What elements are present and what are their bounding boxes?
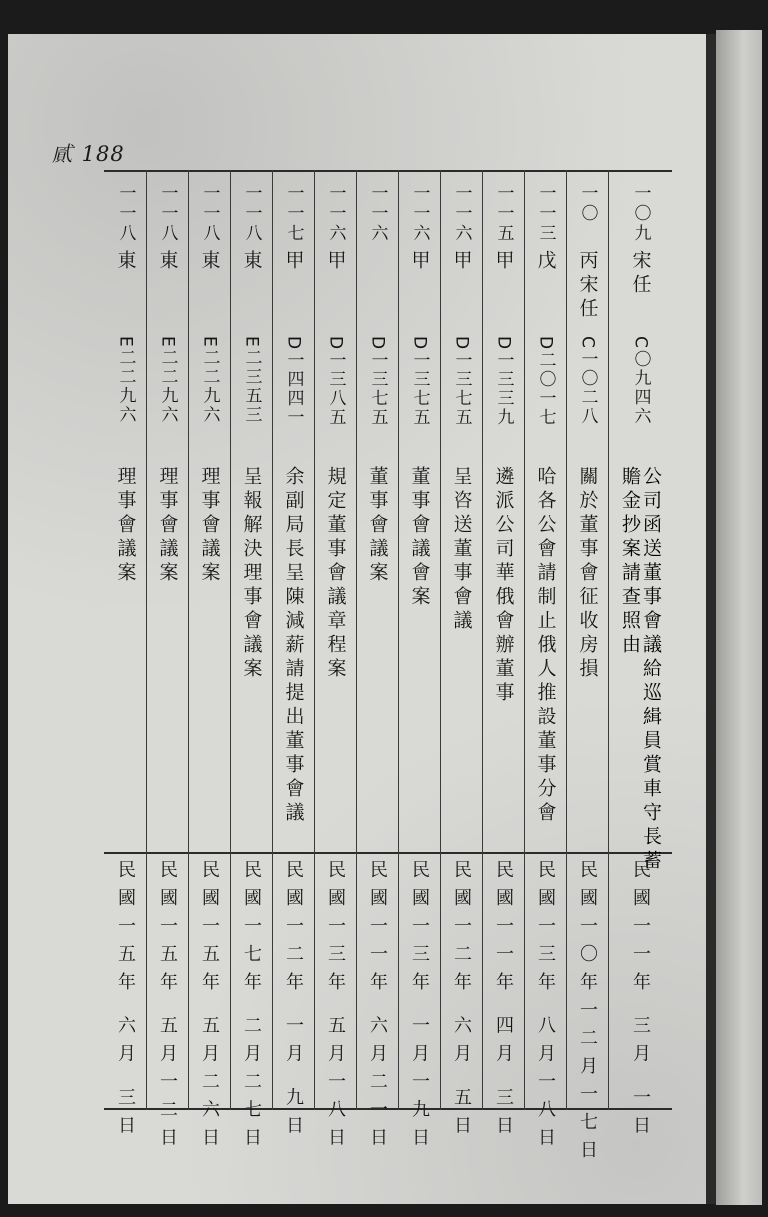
subject-text: 理事會議案 (198, 466, 221, 586)
seq-number: 一一六 (451, 184, 472, 244)
clerk-mark: 宋任 (629, 250, 652, 298)
record-column (104, 170, 146, 1144)
clerk-mark: 甲 (492, 250, 515, 274)
file-code: D一三七五 (409, 336, 430, 428)
record-date: 民國一七年 二月二七日 (241, 860, 262, 1156)
seq-number: 一一八 (157, 184, 178, 244)
seq-number: 一一八 (199, 184, 220, 244)
seq-number: 一一三 (535, 184, 556, 244)
record-column (146, 170, 188, 1156)
file-code: C〇九四六 (630, 336, 651, 426)
subject-text: 遴派公司華俄會辦董事 (492, 466, 515, 706)
record-column (608, 170, 672, 1144)
subject-text: 規定董事會議章程案 (324, 466, 347, 682)
record-date: 民國一五年 五月一二日 (157, 860, 178, 1156)
file-code: E二二九六 (157, 336, 178, 425)
subject-text: 呈咨送董事會議 (450, 466, 473, 634)
record-column (356, 170, 398, 1156)
record-column (524, 170, 566, 1156)
subject-text (608, 466, 672, 874)
subject-text: 理事會議案 (156, 466, 179, 586)
seq-number: 一一八 (115, 184, 136, 244)
record-date: 民國一〇年一二月一七日 (577, 860, 598, 1168)
record-date: 民國一二年 六月 五日 (451, 860, 472, 1144)
file-code: D一三三九 (493, 336, 514, 428)
seq-number: 一一七 (283, 184, 304, 244)
clerk-mark: 東 (114, 250, 137, 274)
subject-text: 余副局長呈陳減薪請提出董事會議 (282, 466, 305, 826)
file-code: D二〇一七 (535, 336, 556, 428)
record-column (482, 170, 524, 1144)
book-spine (706, 34, 716, 1204)
clerk-mark: 東 (240, 250, 263, 274)
record-date: 民國一五年 六月 三日 (115, 860, 136, 1144)
file-code: E二二九六 (115, 336, 136, 425)
record-column (188, 170, 230, 1156)
record-column (440, 170, 482, 1144)
record-column (566, 170, 608, 1168)
record-column (398, 170, 440, 1156)
subject-line: 贍金抄案請查照由 (619, 466, 641, 658)
clerk-mark: 東 (156, 250, 179, 274)
subject-text: 哈各公會請制止俄人推設董事分會 (534, 466, 557, 826)
file-code: E二二九六 (199, 336, 220, 425)
clerk-mark: 丙宋任 (576, 250, 599, 322)
record-table (104, 170, 672, 1168)
record-date: 民國一一年 三月 一日 (630, 860, 651, 1144)
subject-text: 呈報解決理事會議案 (240, 466, 263, 682)
file-code: D一三八五 (325, 336, 346, 428)
seq-number: 一一六 (367, 184, 388, 244)
clerk-mark: 甲 (450, 250, 473, 274)
seq-number: 一一五 (493, 184, 514, 244)
record-date: 民國一一年 四月 三日 (493, 860, 514, 1144)
file-code: C一〇二八 (577, 336, 598, 426)
file-code: D一三七五 (367, 336, 388, 428)
subject-text: 關於董事會征收房損 (576, 466, 599, 682)
record-date: 民國一三年 一月一九日 (409, 860, 430, 1156)
record-column (314, 170, 356, 1156)
clerk-mark: 甲 (324, 250, 347, 274)
record-date: 民國一一年 六月二一日 (367, 860, 388, 1156)
file-code: D一三七五 (451, 336, 472, 428)
seq-number: 一一八 (241, 184, 262, 244)
record-date: 民國一三年 八月一八日 (535, 860, 556, 1156)
subject-line: 公司函送董事會議給巡緝員賞車守長蓄 (640, 466, 662, 874)
seq-number: 一一六 (325, 184, 346, 244)
file-code: E二三五三 (241, 336, 262, 425)
record-column (272, 170, 314, 1144)
clerk-mark: 東 (198, 250, 221, 274)
page-number: 𢎐 188 (52, 142, 125, 166)
record-date: 民國一五年 五月二六日 (199, 860, 220, 1156)
subject-text: 理事會議案 (114, 466, 137, 586)
clerk-mark: 甲 (282, 250, 305, 274)
record-date: 民國一三年 五月一八日 (325, 860, 346, 1156)
seq-number: 一〇 (577, 184, 598, 224)
record-column (230, 170, 272, 1156)
subject-text: 董事會議案 (366, 466, 389, 586)
subject-text: 董事會議會案 (408, 466, 431, 610)
clerk-mark: 戊 (534, 250, 557, 274)
seq-number: 一〇九 (630, 184, 651, 244)
seq-number: 一一六 (409, 184, 430, 244)
clerk-mark: 甲 (408, 250, 431, 274)
next-page-edge (716, 30, 762, 1205)
record-date: 民國一二年 一月 九日 (283, 860, 304, 1144)
file-code: D一四四一 (283, 336, 304, 428)
